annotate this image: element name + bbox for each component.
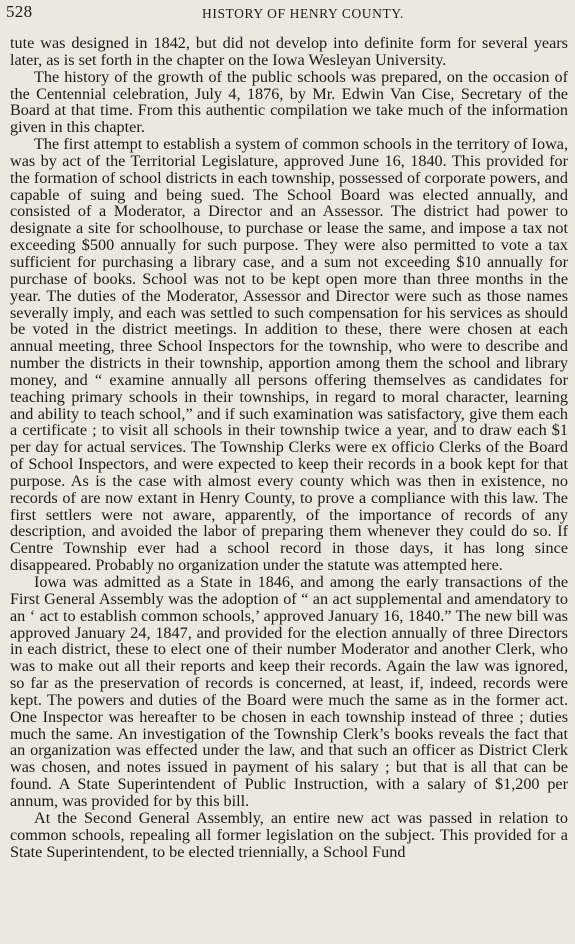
paragraph-statehood: Iowa was admitted as a State in 1846, and among the early transactions of the First General Assembly was the adoption of “ an act supplemental and amendatory to an ‘ act to establish common schools,’ approved January 16, 1840.” The new bill was approved January 24, 1847, and provided for the election annually of three Directors in each district, these to elect one of their number Moderator and another Clerk, who was to make out all their reports and keep their records. Again the law was ignored, so far as the preservation of records is concerned, at least, if, indeed, records were kept. The powers and duties of the Board were much the same as in the former act. One Inspector was hereafter to be chosen in each township instead of three ; duties much the same. An investigation of the Township Clerk’s books reveals the fact that an organization was effected under the law, and that such an officer as District Clerk was chosen, and notes issued in payment of his salary ; but that is all that can be found. A State Superintendent of Public Instruction, with a salary of $1,200 per annum, was provided for by this bill. [10, 573, 568, 810]
running-head [6, 2, 569, 24]
paragraph-history-source: The history of the growth of the public schools was prepared, on the occasion of the Centennial celebration, July 4, 1876, by Mr. Edwin Van Cise, Secretary of the Board at that time. From this authentic compilation we take much of the information given in this chapter. [10, 67, 568, 137]
body-text [10, 35, 568, 860]
page-number: 528 [6, 2, 33, 21]
running-title: HISTORY OF HENRY COUNTY. [202, 6, 404, 21]
paragraph-second-assembly: At the Second General Assembly, an entire new act was passed in relation to common schools, repealing all former legislation on the subject. This provided for a State Superintendent, to be elected triennially, a School Fund [10, 808, 568, 861]
paragraph-territorial-law: The first attempt to establish a system of common schools in the territory of Iowa, was by act of the Territorial Legislature, approved June 16, 1840. This provided for the formation of school districts in each township, possessed of corporate powers, and capable of suing and being sued. The School Board was elected annually, and consisted of a Moderator, a Director and an Assessor. The district had power to designate a site for schoolhouse, to purchase or lease the same, and impose a tax not exceeding $500 annually for such purpose. They were also permitted to vote a tax sufficient for purchasing a library case, and a sum not exceeding $10 annually for purchase of books. School was not to be kept open more than three months in the year. The duties of the Moderator, Assessor and Director were such as those names severally imply, and each was settled to such compensation for his services as should be voted in the district meetings. In addition to these, there were chosen at each annual meeting, three School Inspectors for the township, who were to describe and number the districts in their township, apportion among them the school and library money, and “ examine annually all persons offering themselves as candidates for teaching primary schools in their townships, in regard to moral character, learning and ability to teach school,” and if such examination was satisfactory, give them each a certificate ; to visit all schools in their township twice a year, and to draw each $1 per day for actual services. The Township Clerks were ex officio Clerks of the Board of School Inspectors, and were expected to keep their records in a book kept for that purpose. As is the case with almost every county which was then in existence, no records of are now extant in Henry County, to prove a compliance with this law. The first settlers were not aware, apparently, of the importance of records of any description, and avoided the labor of preparing them whenever they could do so. If Centre Township ever had a school record in those days, it has long since disappeared. Probably no organization under the statute was attempted here. [10, 135, 568, 575]
paragraph-continued: tute was designed in 1842, but did not develop into definite form for several years later, as is set forth in the chapter on the Iowa Wesleyan University. [10, 34, 568, 69]
